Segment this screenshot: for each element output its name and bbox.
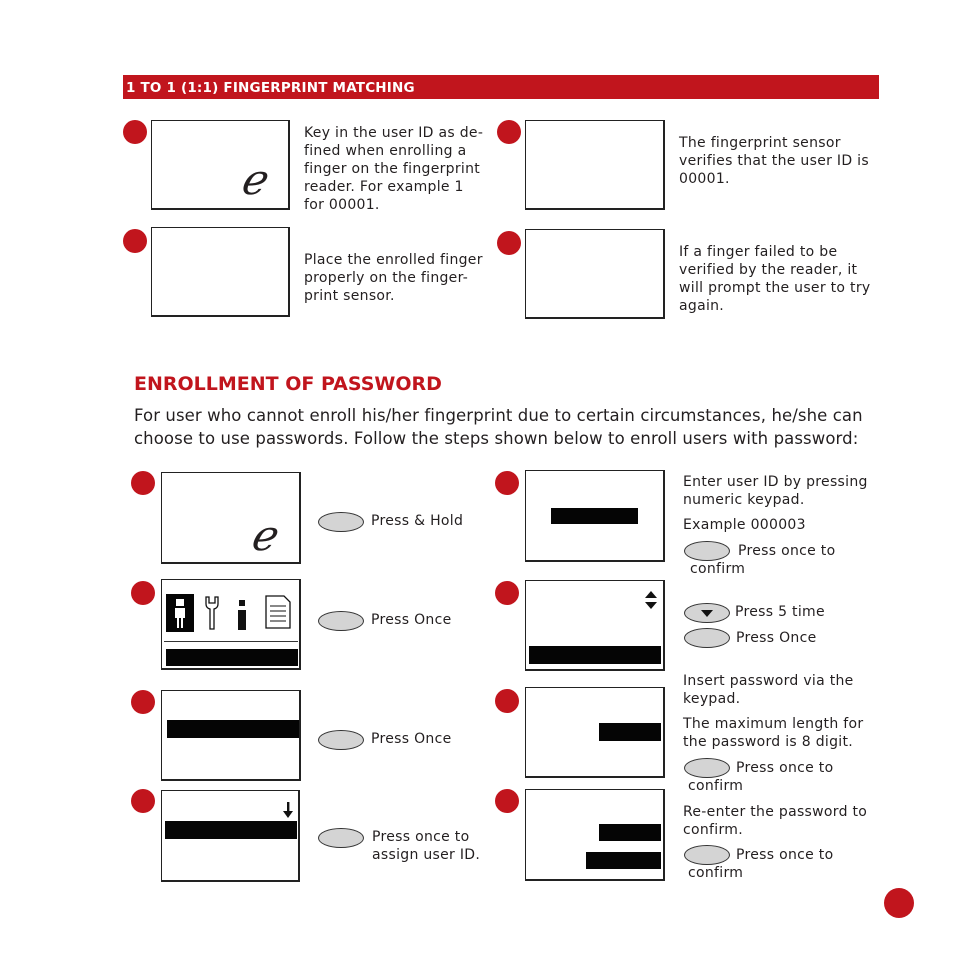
page-marker [884,888,914,918]
lcd-screen [525,580,665,671]
instruction-text: The maximum length for the password is 8 digit. [683,716,864,750]
step-dot [131,471,155,495]
step-dot [495,789,519,813]
highlight-bar [165,821,297,839]
keypad-button[interactable] [684,628,730,648]
highlight-bar [529,646,661,664]
user-icon [166,594,194,632]
instruction-text: Re-enter the password to confirm. [683,804,868,838]
lcd-screen [151,227,290,317]
password-confirm-bar [586,852,661,869]
highlight-bar [166,649,298,666]
lcd-screen [161,472,301,564]
keypad-button[interactable] [318,611,364,631]
keypad-button[interactable] [318,730,364,750]
step-description: The fingerprint sensor verifies that the user ID is 00001. [679,135,869,187]
lcd-screen [525,687,665,778]
keypad-button[interactable] [684,845,730,865]
action-label: Press Once [371,731,452,747]
step-description: If a finger failed to be verified by the reader, it will prompt the user to try again. [679,244,871,314]
step-description: Key in the user ID as de- fined when enrolling a finger on the fingerprint reader. For example 1 for 00001. [304,125,484,213]
down-button[interactable] [684,603,730,623]
example-text: Example 000003 [683,517,806,533]
step-dot [123,229,147,253]
action-label [688,759,834,795]
action-label: Press 5 time [735,604,825,620]
lcd-screen [525,470,665,562]
lcd-screen [151,120,290,210]
keypad-button[interactable] [318,828,364,848]
section-title: 1 TO 1 (1:1) FINGERPRINT MATCHING [126,80,415,96]
keypad-button[interactable] [684,541,730,561]
instruction-text: Insert password via the keypad. [683,673,854,707]
section-heading: ENROLLMENT OF PASSWORD [134,373,442,395]
intro-paragraph: For user who cannot enroll his/her fingerprint due to certain circumstances, he/she can choose to use passwords. Follow the steps shown below to enroll users with password: [134,406,863,448]
password-bar [599,723,661,741]
action-label: Press Once [736,630,817,646]
step-dot [495,471,519,495]
action-label: Press & Hold [371,513,464,529]
password-bar [599,824,661,841]
keypad-button[interactable] [684,758,730,778]
instruction-text: Enter user ID by pressing numeric keypad. [683,474,868,508]
step-dot [495,689,519,713]
lcd-screen [525,120,665,210]
highlight-bar [167,720,299,738]
confirm-label: Press once to confirm [690,543,836,577]
action-label: Press Once [371,612,452,628]
down-arrow-icon [282,801,294,819]
input-bar [551,508,638,524]
step-dot [495,581,519,605]
wrench-icon [202,594,222,632]
e-logo-icon: ℯ [250,511,275,560]
lcd-screen [525,789,665,881]
action-label [690,542,836,578]
action-label: Press once to assign user ID. [372,829,481,863]
document-icon [264,594,292,630]
lcd-screen [161,690,301,781]
confirm-label: Press once to confirm [688,847,834,881]
step-dot [497,120,521,144]
up-down-arrow-icon [644,590,658,610]
divider [164,641,298,642]
e-logo-icon: ℯ [240,155,265,204]
lcd-screen [161,790,300,882]
action-label [688,846,834,882]
step-description: Place the enrolled finger properly on the finger- print sensor. [304,252,483,304]
chevron-down-icon [700,609,714,618]
keypad-button[interactable] [318,512,364,532]
confirm-label: Press once to confirm [688,760,834,794]
step-dot [497,231,521,255]
step-dot [131,690,155,714]
lcd-screen [161,579,301,670]
step-dot [131,789,155,813]
step-dot [123,120,147,144]
step-dot [131,581,155,605]
lcd-screen [525,229,665,319]
info-icon [234,594,250,632]
